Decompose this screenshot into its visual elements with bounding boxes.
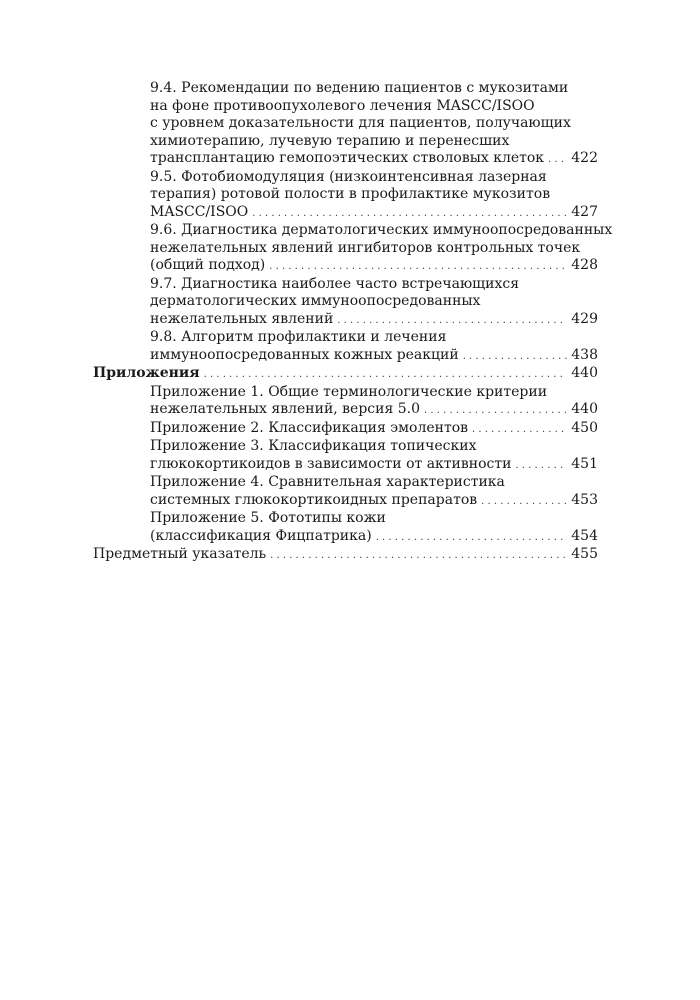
toc-entry-title: Приложения	[93, 365, 200, 381]
toc-entry[interactable]	[150, 384, 598, 420]
toc-entry[interactable]	[150, 169, 598, 223]
page-number: 440	[571, 365, 598, 381]
dot-leader	[424, 401, 567, 420]
table-of-contents	[93, 80, 613, 565]
toc-entry-last-line	[150, 528, 598, 547]
toc-entry-title: (классификация Фицпатрика)	[150, 527, 372, 544]
toc-entry[interactable]	[150, 329, 598, 365]
dot-leader	[548, 150, 567, 169]
toc-entry-last-line	[150, 347, 598, 366]
toc-entry-title: нежелательных явлений, версия 5.0	[150, 401, 421, 417]
page-number: 454	[571, 527, 598, 544]
toc-entry-line: Приложение 5. Фототипы кожи	[150, 510, 386, 526]
toc-entry-last-line	[150, 150, 598, 169]
page-number: 453	[571, 491, 598, 508]
dot-leader	[270, 546, 567, 565]
toc-entry-title: Приложение 2. Классификация эмолентов	[150, 419, 469, 436]
toc-entry-line: дерматологических иммуноопосредованных	[150, 293, 481, 309]
dot-leader	[376, 528, 568, 547]
page-number: 429	[571, 310, 598, 327]
toc-entry-line: 9.5. Фотобиомодуляция (низкоинтенсивная лазерная	[150, 168, 547, 185]
page-number: 451	[571, 455, 598, 472]
toc-entry-line: Приложение 1. Общие терминологические критерии	[150, 383, 548, 400]
toc-entry-line: Приложение 4. Сравнительная характеристика	[150, 474, 505, 490]
toc-entry-title: нежелательных явлений	[150, 310, 334, 327]
toc-entry-line: 9.4. Рекомендации по ведению пациентов с мукозитами	[150, 80, 569, 96]
toc-entry[interactable]	[150, 276, 598, 330]
toc-entry-last-line	[150, 257, 598, 276]
toc-entry[interactable]	[93, 365, 598, 384]
toc-entry-title: системных глюкокортикоидных препаратов	[150, 491, 478, 508]
page-number: 427	[571, 203, 598, 220]
dot-leader	[481, 492, 567, 511]
dot-leader	[472, 420, 567, 439]
dot-leader	[204, 365, 568, 384]
toc-entry[interactable]	[150, 80, 598, 169]
dot-leader	[337, 311, 567, 330]
toc-entry[interactable]	[150, 510, 598, 546]
toc-entry[interactable]	[93, 546, 598, 565]
toc-entry-line: 9.8. Алгоритм профилактики и лечения	[150, 329, 447, 345]
toc-entry-line: терапия) ротовой полости в профилактике мукозитов	[150, 186, 551, 202]
toc-entry-line: на фоне противоопухолевого лечения MASCC/ISOO	[150, 97, 535, 114]
dot-leader	[269, 257, 567, 276]
toc-entry-last-line	[93, 365, 598, 384]
page-number: 422	[571, 150, 598, 166]
toc-entry[interactable]	[150, 474, 598, 510]
toc-entry-last-line	[150, 311, 598, 330]
toc-entry-line: нежелательных явлений ингибиторов контрольных точек	[150, 239, 581, 256]
toc-entry-line: с уровнем доказательности для пациентов, получающих	[150, 115, 571, 131]
dot-leader	[515, 456, 567, 475]
page-number: 438	[571, 346, 598, 363]
toc-entry-line: 9.6. Диагностика дерматологических иммуноопосредованных	[150, 222, 613, 238]
toc-entry-last-line	[150, 204, 598, 223]
toc-entry-title: MASCC/ISOO	[150, 203, 249, 220]
toc-entry-last-line	[150, 492, 598, 511]
toc-entry-line: 9.7. Диагностика наиболее часто встречающихся	[150, 275, 520, 292]
toc-entry-last-line	[93, 546, 598, 565]
toc-entry[interactable]	[150, 438, 598, 474]
page-number: 440	[571, 401, 598, 417]
toc-entry-last-line	[150, 401, 598, 420]
toc-entry[interactable]	[150, 222, 613, 276]
toc-entry-last-line	[150, 420, 598, 439]
toc-entry-line: химиотерапию, лучевую терапию и перенесших	[150, 132, 510, 149]
toc-entry[interactable]	[150, 420, 598, 439]
toc-entry-title: трансплантацию гемопоэтических стволовых клеток	[150, 150, 545, 166]
dot-leader	[463, 347, 568, 366]
page-number: 428	[571, 257, 598, 273]
toc-entry-last-line	[150, 456, 598, 475]
toc-entry-title: глюкокортикоидов в зависимости от активности	[150, 455, 512, 472]
toc-entry-title: (общий подход)	[150, 257, 266, 273]
dot-leader	[252, 204, 567, 223]
toc-entry-line: Приложение 3. Классификация топических	[150, 438, 477, 454]
toc-entry-title: Предметный указатель	[93, 546, 267, 562]
page-number: 455	[571, 546, 598, 562]
toc-entry-title: иммуноопосредованных кожных реакций	[150, 346, 459, 363]
page-number: 450	[571, 419, 598, 436]
